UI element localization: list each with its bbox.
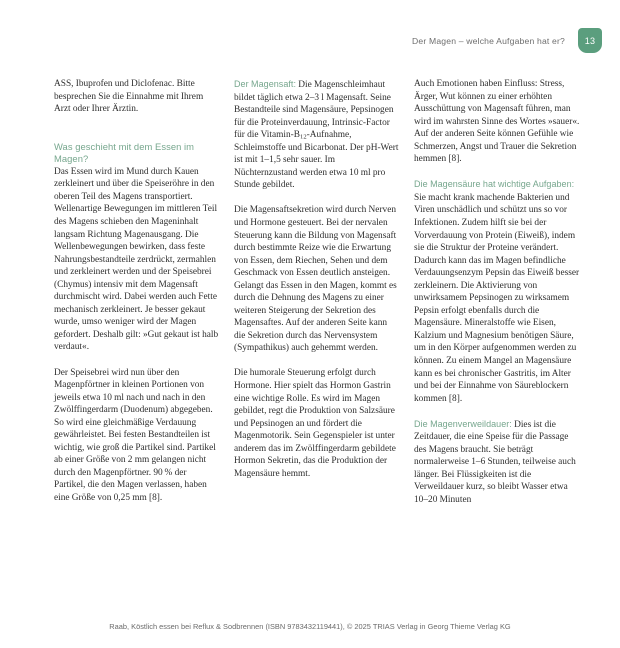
text-column-2 <box>234 78 400 608</box>
subscript-text: 12 <box>300 133 307 141</box>
text-column-3 <box>414 78 580 608</box>
body-paragraph: Das Essen wird im Mund durch Kauen zerkleinert und über die Speiseröhre in den oberen Teil des Magens transportiert. Wellenartige Bewegungen im mittleren Teil des Magens schieben den Mageninhalt langsam Richtung Magenausgang. Die Wellenbewegungen bewirken, dass feste Nahrungsbestandteile zerdrückt, zermahlen und zerkleinert werden und der Speisebrei (Chymus) intensiv mit dem Magensaft durchmischt wird. Dabei werden auch Fette mechanisch zerkleinert. Je besser gekaut wurde, umso weniger wird der Magen gefordert. Deshalb gilt: »Gut gekaut ist halb verdaut«. <box>54 166 219 353</box>
body-paragraph: Auch Emotionen haben Einfluss: Stress, Ärger, Wut können zu einer erhöhten Ausschüttung von Magensaft führen, man wird im wahrsten Sinne des Wortes »sauer«. Auf der anderen Seite können Gefühle wie Schmerzen, Angst und Trauer die Sekretion hemmen [8]. <box>414 79 580 165</box>
text-column-1 <box>54 78 220 608</box>
run-in-heading: Der Magensaft: <box>234 79 296 89</box>
run-in-heading: Die Magensäure hat wichtige Aufgaben: <box>414 179 575 190</box>
running-head <box>412 28 602 53</box>
heading-spacer <box>54 128 220 141</box>
body-paragraph: Die Magensaftsekretion wird durch Nerven und Hormone gesteuert. Bei der nervalen Steuerung kann die Bildung von Magensaft durch bestimmte Reize wie die Erwartung von Essen, dem Riechen, Sehen und dem Geschmack von Essen deutlich ansteigen. Gelangt das Essen in den Magen, kommt es durch die Dehnung des Magens zu einer weiteren Steigerung der Sekretion des Magensaftes. Auf der anderen Seite kann die Sekretion durch das Nervensystem (Sympathikus) auch gehemmt werden. <box>234 205 397 354</box>
body-paragraph: Die humorale Steuerung erfolgt durch Hormone. Hier spielt das Hormon Gastrin eine wichtige Rolle. Es wird im Magen gebildet, regt die Produktion von Salzsäure und Pepsinogen an und fördert die Magenmotorik. Sein Gegenspieler ist unter anderem das im Zwölffingerdarm gebildete Hormon Sekretin, das die Produktion der Magensäure hemmt. <box>234 368 396 479</box>
section-heading: Was geschieht mit dem Essen im Magen? <box>54 140 195 165</box>
page-number-badge: 13 <box>578 28 602 53</box>
body-paragraph: Der Speisebrei wird nun über den Magenpförtner in kleinen Portionen von jeweils etwa 10 ml nach und nach in den Zwölffingerdarm (Duodenum) abgegeben. So wird eine gleichmäßige Verdauung gewährleistet. Bei festen Bestandteilen ist wichtig, wie groß die Partikel sind. Partikel ab einer Größe von 2 mm gelangen nicht durch den Magenpförtner. 90 % der Partikel, die den Magen verlassen, haben eine Größe von 0,25 mm [8]. <box>54 367 216 503</box>
text-columns <box>54 78 580 608</box>
page-footer: Raab, Köstlich essen bei Reflux & Sodbrennen (ISBN 9783432119441), © 2025 TRIAS Verlag in Georg Thieme Verlag KG <box>109 622 511 631</box>
body-paragraph: ASS, Ibuprofen und Diclofenac. Bitte besprechen Sie die Einnahme mit Ihrem Arzt oder Ihrer Ärztin. <box>54 79 204 115</box>
run-in-heading: Die Magenverweildauer: <box>414 418 512 429</box>
body-paragraph: Die Magenverweildauer: Dies ist die Zeitdauer, die eine Speise für die Passage des Magens braucht. Sie beträgt normalerweise 1–6 Stunden, teilweise auch länger. Bei Flüssigkeiten ist die Verweildauer kurz, so bleibt Wasser etwa 10–20 Minuten <box>414 418 576 505</box>
body-paragraph: Die Magensäure hat wichtige Aufgaben: Sie macht krank machende Bakterien und Viren unschädlich und schützt uns so vor Infektionen. Zudem hilft sie bei der Vorverdauung von Protein (Eiweiß), indem sie die Struktur der Proteine verändert. Dadurch kann das im Magen befindliche Verdauungsenzym Pepsin das Eiweiß besser zerkleinern. Die Aktivierung von unwirksamem Pepsinogen zu wirksamem Pepsin erfolgt ebenfalls durch die Magensäure. Mineralstoffe wie Eisen, Kalzium und Magnesium benötigen Säure, um in den Körper aufgenommen werden zu können. Zu einem Mangel an Magensäure kann es bei chronischer Gastritis, im Alter und bei der Einnahme von Säureblockern kommen [8]. <box>414 179 580 404</box>
body-paragraph: Der Magensaft: Die Magenschleimhaut bildet täglich etwa 2–3 l Magensaft. Seine Bestandteile sind Magensäure, Pepsinogen für die Proteinverdauung, Intrinsic-Factor für die Vitamin-$B_{12}$-Aufnahme, Schleimstoffe und Bicarbonat. Der pH-Wert ist mit 1–1,5 sehr sauer. Im Nüchternzustand werden etwa 10 ml pro Stunde gebildet. <box>234 79 399 191</box>
running-head-title: Der Magen – welche Aufgaben hat er? <box>412 35 565 46</box>
